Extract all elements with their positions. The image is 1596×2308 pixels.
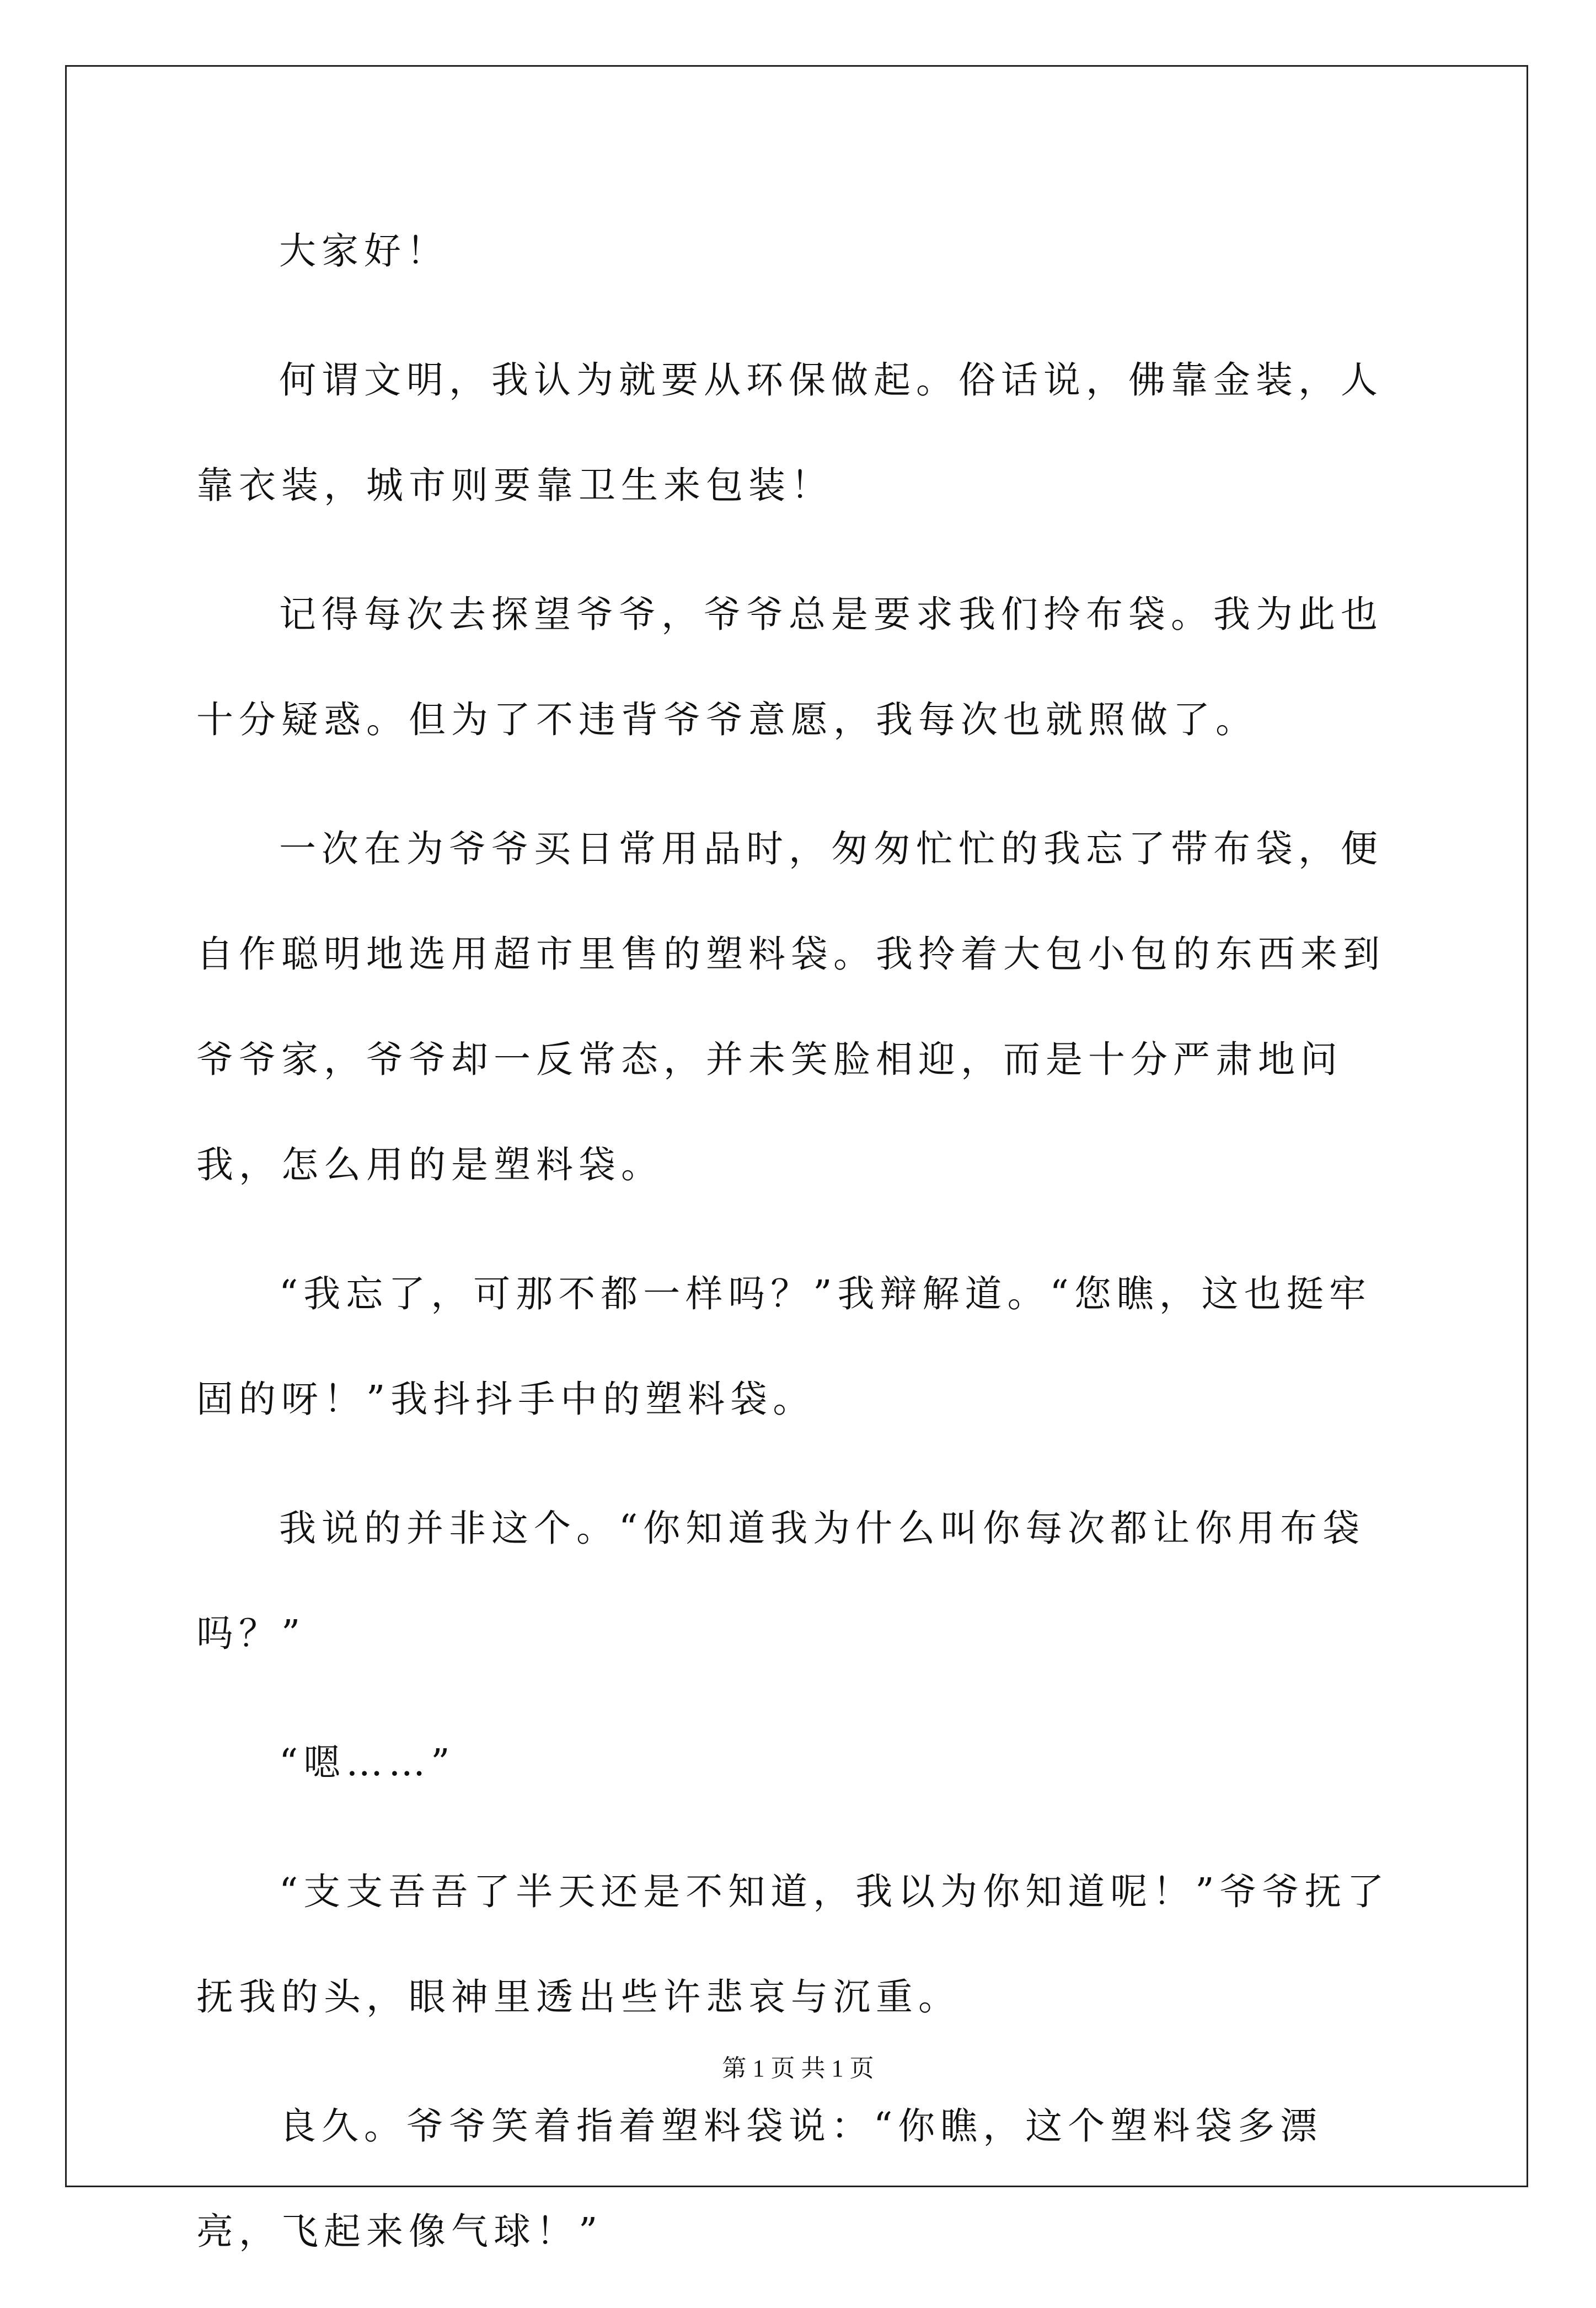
paragraph: “嗯……” (279, 1741, 456, 1784)
paragraph: “支支吾吾了半天还是不知道，我以为你知道呢！”爷爷抚了抚我的头，眼神里透出些许悲哀与沉重。 (196, 1870, 1390, 2018)
paragraph: 我说的并非这个。“你知道我为什么叫你每次都让你用布袋吗？” (196, 1507, 1365, 1655)
document-body (196, 199, 1407, 2308)
paragraph-greeting: 大家好！ (279, 229, 449, 272)
paragraph: “我忘了，可那不都一样吗？”我辩解道。“您瞧，这也挺牢固的呀！”我抖抖手中的塑料袋。 (196, 1272, 1372, 1421)
paragraph: 一次在为爷爷买日常用品时，匆匆忙忙的我忘了带布袋，便自作聪明地选用超市里售的塑料袋。我拎着大包小包的东西来到爷爷家，爷爷却一反常态，并未笑脸相迎，而是十分严肃地问我，怎么用的是塑料袋。 (196, 827, 1385, 1186)
paragraph: 良久。爷爷笑着指着塑料袋说：“你瞧，这个塑料袋多漂亮，飞起来像气球！” (196, 2104, 1323, 2253)
page-number-footer: 第 1 页 共 1 页 (722, 2055, 874, 2082)
paragraph: 何谓文明，我认为就要从环保做起。俗话说，佛靠金装，人靠衣装，城市则要靠卫生来包装！ (196, 358, 1383, 507)
paragraph: 记得每次去探望爷爷，爷爷总是要求我们拎布袋。我为此也十分疑惑。但为了不违背爷爷意愿，我每次也就照做了。 (196, 593, 1383, 741)
